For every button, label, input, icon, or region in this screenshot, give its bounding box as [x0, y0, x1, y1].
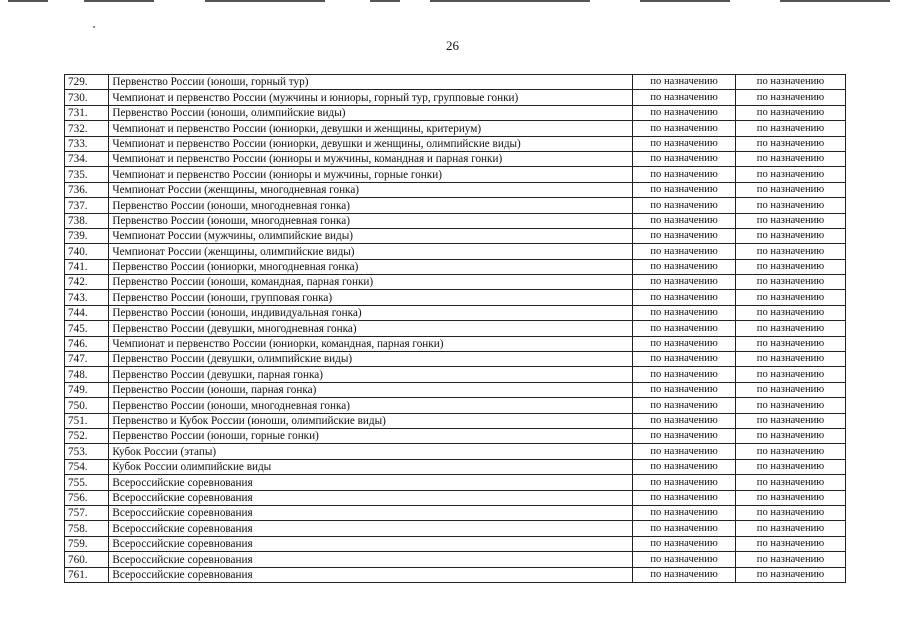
row-number: 741. — [65, 259, 109, 274]
schedule-cell-2: по назначению — [736, 182, 846, 197]
schedule-cell-2: по назначению — [736, 136, 846, 151]
row-number: 739. — [65, 228, 109, 243]
table-row — [65, 428, 846, 443]
event-name: Чемпионат и первенство России (юниорки, девушки и женщины, олимпийские виды) — [109, 136, 633, 151]
event-name: Чемпионат России (женщины, олимпийские виды) — [109, 244, 633, 259]
schedule-cell: по назначению — [633, 290, 736, 305]
table-row — [65, 382, 846, 397]
row-number: 758. — [65, 521, 109, 536]
schedule-cell-2: по назначению — [736, 521, 846, 536]
row-number: 745. — [65, 321, 109, 336]
event-name: Чемпионат России (мужчины, олимпийские виды) — [109, 228, 633, 243]
row-number: 751. — [65, 413, 109, 428]
table-row — [65, 90, 846, 105]
event-name: Первенство России (юноши, многодневная гонка) — [109, 198, 633, 213]
schedule-cell: по назначению — [633, 136, 736, 151]
row-number: 755. — [65, 475, 109, 490]
table-row — [65, 259, 846, 274]
schedule-cell: по назначению — [633, 382, 736, 397]
row-number: 734. — [65, 151, 109, 166]
row-number: 731. — [65, 105, 109, 120]
table-row — [65, 444, 846, 459]
row-number: 740. — [65, 244, 109, 259]
schedule-cell: по назначению — [633, 259, 736, 274]
table-row — [65, 275, 846, 290]
table-row — [65, 552, 846, 567]
schedule-cell: по назначению — [633, 352, 736, 367]
schedule-cell: по назначению — [633, 275, 736, 290]
event-name: Всероссийские соревнования — [109, 521, 633, 536]
row-number: 730. — [65, 90, 109, 105]
table-row — [65, 105, 846, 120]
event-name: Всероссийские соревнования — [109, 536, 633, 551]
schedule-cell: по назначению — [633, 182, 736, 197]
schedule-cell: по назначению — [633, 321, 736, 336]
event-name: Первенство России (девушки, парная гонка) — [109, 367, 633, 382]
event-name: Первенство России (юноши, командная, парная гонки) — [109, 275, 633, 290]
schedule-cell-2: по назначению — [736, 444, 846, 459]
schedule-cell-2: по назначению — [736, 228, 846, 243]
table-row — [65, 244, 846, 259]
schedule-cell: по назначению — [633, 198, 736, 213]
schedule-cell: по назначению — [633, 475, 736, 490]
row-number: 756. — [65, 490, 109, 505]
schedule-cell-2: по назначению — [736, 90, 846, 105]
schedule-cell-2: по назначению — [736, 475, 846, 490]
schedule-cell-2: по назначению — [736, 275, 846, 290]
schedule-cell-2: по назначению — [736, 413, 846, 428]
table-row — [65, 336, 846, 351]
scan-dot — [93, 26, 95, 28]
table-row — [65, 352, 846, 367]
row-number: 754. — [65, 459, 109, 474]
event-name: Первенство России (юноши, парная гонка) — [109, 382, 633, 397]
row-number: 753. — [65, 444, 109, 459]
schedule-cell: по назначению — [633, 213, 736, 228]
table-row — [65, 290, 846, 305]
schedule-cell-2: по назначению — [736, 244, 846, 259]
row-number: 743. — [65, 290, 109, 305]
events-table — [64, 74, 846, 583]
schedule-cell-2: по назначению — [736, 398, 846, 413]
row-number: 736. — [65, 182, 109, 197]
table-row — [65, 567, 846, 582]
row-number: 732. — [65, 121, 109, 136]
schedule-cell-2: по назначению — [736, 75, 846, 90]
row-number: 735. — [65, 167, 109, 182]
event-name: Всероссийские соревнования — [109, 552, 633, 567]
event-name: Первенство России (юноши, многодневная гонка) — [109, 213, 633, 228]
schedule-cell-2: по назначению — [736, 459, 846, 474]
schedule-cell-2: по назначению — [736, 552, 846, 567]
row-number: 744. — [65, 305, 109, 320]
schedule-cell: по назначению — [633, 90, 736, 105]
table-row — [65, 121, 846, 136]
schedule-cell: по назначению — [633, 367, 736, 382]
event-name: Первенство России (юниорки, многодневная гонка) — [109, 259, 633, 274]
row-number: 737. — [65, 198, 109, 213]
event-name: Всероссийские соревнования — [109, 490, 633, 505]
event-name: Всероссийские соревнования — [109, 505, 633, 520]
schedule-cell-2: по назначению — [736, 305, 846, 320]
schedule-cell-2: по назначению — [736, 121, 846, 136]
schedule-cell: по назначению — [633, 121, 736, 136]
row-number: 747. — [65, 352, 109, 367]
row-number: 729. — [65, 75, 109, 90]
event-name: Первенство России (юноши, индивидуальная гонка) — [109, 305, 633, 320]
event-name: Первенство России (юноши, горные гонки) — [109, 428, 633, 443]
schedule-cell-2: по назначению — [736, 490, 846, 505]
row-number: 761. — [65, 567, 109, 582]
schedule-cell-2: по назначению — [736, 259, 846, 274]
table-row — [65, 367, 846, 382]
event-name: Всероссийские соревнования — [109, 567, 633, 582]
schedule-cell: по назначению — [633, 228, 736, 243]
table-row — [65, 167, 846, 182]
schedule-cell: по назначению — [633, 398, 736, 413]
row-number: 752. — [65, 428, 109, 443]
row-number: 760. — [65, 552, 109, 567]
row-number: 746. — [65, 336, 109, 351]
table-row — [65, 321, 846, 336]
schedule-cell-2: по назначению — [736, 336, 846, 351]
schedule-cell: по назначению — [633, 490, 736, 505]
row-number: 759. — [65, 536, 109, 551]
schedule-cell-2: по назначению — [736, 290, 846, 305]
table-row — [65, 475, 846, 490]
schedule-cell-2: по назначению — [736, 198, 846, 213]
schedule-cell: по назначению — [633, 75, 736, 90]
event-name: Первенство России (юноши, групповая гонка) — [109, 290, 633, 305]
event-name: Чемпионат России (женщины, многодневная гонка) — [109, 182, 633, 197]
event-name: Чемпионат и первенство России (юниоры и мужчины, командная и парная гонки) — [109, 151, 633, 166]
schedule-cell: по назначению — [633, 151, 736, 166]
row-number: 733. — [65, 136, 109, 151]
schedule-cell: по назначению — [633, 567, 736, 582]
event-name: Всероссийские соревнования — [109, 475, 633, 490]
schedule-cell-2: по назначению — [736, 567, 846, 582]
schedule-cell-2: по назначению — [736, 505, 846, 520]
schedule-cell: по назначению — [633, 552, 736, 567]
event-name: Чемпионат и первенство России (юниорки, командная, парная гонки) — [109, 336, 633, 351]
row-number: 750. — [65, 398, 109, 413]
table-row — [65, 136, 846, 151]
table-row — [65, 413, 846, 428]
event-name: Чемпионат и первенство России (мужчины и юниоры, горный тур, групповые гонки) — [109, 90, 633, 105]
row-number: 749. — [65, 382, 109, 397]
schedule-cell-2: по назначению — [736, 105, 846, 120]
schedule-cell-2: по назначению — [736, 321, 846, 336]
event-name: Первенство и Кубок России (юноши, олимпийские виды) — [109, 413, 633, 428]
row-number: 757. — [65, 505, 109, 520]
event-name: Чемпионат и первенство России (юниоры и мужчины, горные гонки) — [109, 167, 633, 182]
event-name: Первенство России (юноши, горный тур) — [109, 75, 633, 90]
event-name: Первенство России (девушки, олимпийские виды) — [109, 352, 633, 367]
table-row — [65, 305, 846, 320]
event-name: Первенство России (юноши, многодневная гонка) — [109, 398, 633, 413]
table-row — [65, 398, 846, 413]
schedule-cell-2: по назначению — [736, 167, 846, 182]
table-row — [65, 536, 846, 551]
row-number: 742. — [65, 275, 109, 290]
schedule-cell: по назначению — [633, 167, 736, 182]
page-number: 26 — [446, 38, 459, 53]
schedule-cell-2: по назначению — [736, 367, 846, 382]
schedule-cell-2: по назначению — [736, 352, 846, 367]
table-row — [65, 151, 846, 166]
row-number: 748. — [65, 367, 109, 382]
schedule-cell: по назначению — [633, 336, 736, 351]
event-name: Кубок России олимпийские виды — [109, 459, 633, 474]
schedule-cell: по назначению — [633, 521, 736, 536]
table-row — [65, 490, 846, 505]
table-row — [65, 213, 846, 228]
table-row — [65, 505, 846, 520]
row-number: 738. — [65, 213, 109, 228]
schedule-cell: по назначению — [633, 428, 736, 443]
table-row — [65, 182, 846, 197]
table-row — [65, 75, 846, 90]
table-row — [65, 521, 846, 536]
schedule-cell: по назначению — [633, 505, 736, 520]
event-name: Кубок России (этапы) — [109, 444, 633, 459]
event-name: Чемпионат и первенство России (юниорки, девушки и женщины, критериум) — [109, 121, 633, 136]
schedule-cell: по назначению — [633, 444, 736, 459]
events-table-body — [65, 75, 846, 583]
schedule-cell: по назначению — [633, 413, 736, 428]
schedule-cell: по назначению — [633, 305, 736, 320]
schedule-cell-2: по назначению — [736, 536, 846, 551]
table-row — [65, 459, 846, 474]
schedule-cell: по назначению — [633, 536, 736, 551]
event-name: Первенство России (девушки, многодневная гонка) — [109, 321, 633, 336]
schedule-cell-2: по назначению — [736, 428, 846, 443]
schedule-cell-2: по назначению — [736, 213, 846, 228]
schedule-cell: по назначению — [633, 459, 736, 474]
event-name: Первенство России (юноши, олимпийские виды) — [109, 105, 633, 120]
schedule-cell-2: по назначению — [736, 151, 846, 166]
schedule-cell-2: по назначению — [736, 382, 846, 397]
table-row — [65, 198, 846, 213]
schedule-cell: по назначению — [633, 244, 736, 259]
scan-edge-marks — [0, 0, 905, 3]
schedule-cell: по назначению — [633, 105, 736, 120]
table-row — [65, 228, 846, 243]
